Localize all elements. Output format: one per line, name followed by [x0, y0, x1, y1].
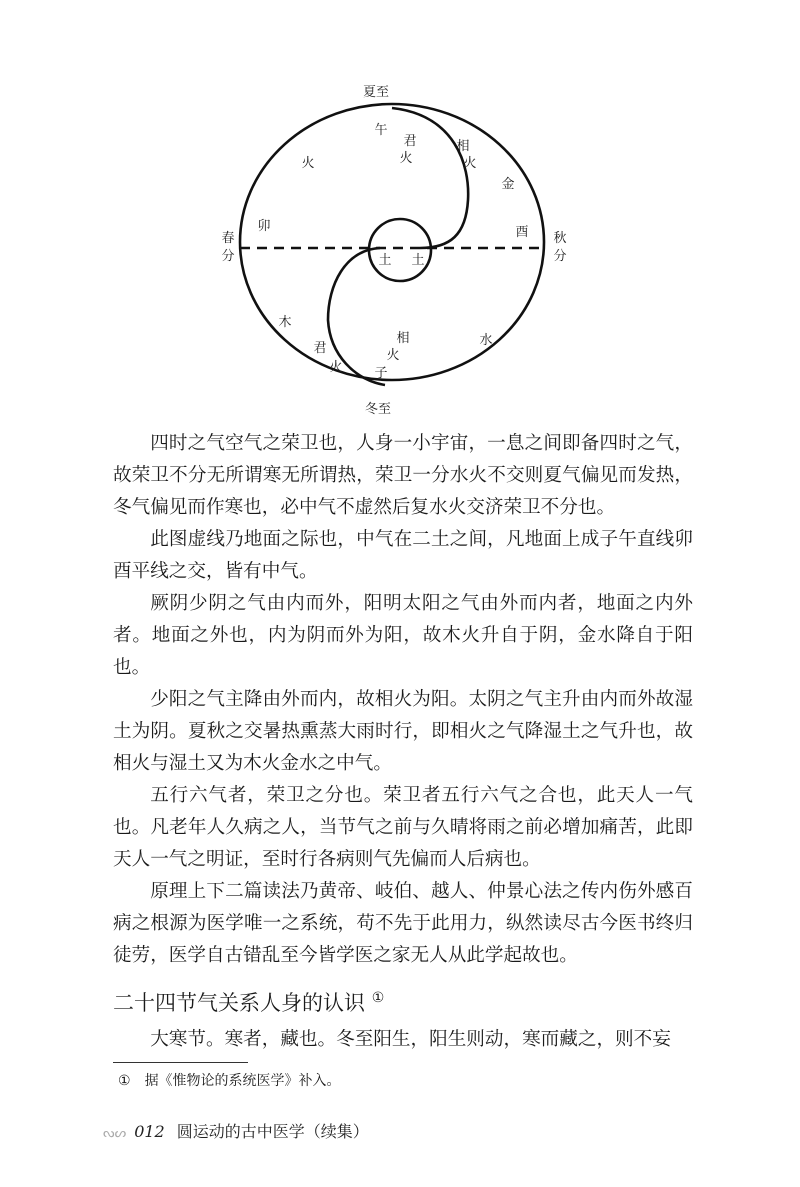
heading-title: 二十四节气关系人身的认识 — [113, 991, 365, 1015]
page-flow — [103, 428, 693, 1145]
footnote-mark: ① — [118, 1073, 131, 1089]
label-zi: 子 — [374, 366, 388, 381]
label-wood: 木 — [278, 315, 292, 330]
label-xianghuo-top-2: 火 — [463, 156, 477, 171]
paragraph: 原理上下二篇读法乃黄帝、岐伯、越人、仲景心法之传内伤外感百病之根源为医学唯一之系统，苟不先于此用力，纵然读尽古今医书终归徒劳，医学自古错乱至今皆学医之家无人从此学起故也。 — [113, 881, 693, 966]
label-earth-left: 土 — [378, 253, 392, 268]
label-junhuo-top-1: 君 — [403, 134, 417, 149]
label-junhuo-bottom-1: 君 — [313, 341, 327, 356]
circular-motion-diagram — [0, 0, 800, 425]
footnote-divider — [113, 1062, 248, 1063]
label-winter-solstice: 冬至 — [364, 402, 392, 417]
label-xianghuo-top-1: 相 — [456, 139, 470, 154]
label-earth-right: 土 — [411, 253, 425, 268]
paragraph: 五行六气者，荣卫之分也。荣卫者五行六气之合也，此天人一气也。凡老年人久病之人，当节气之前与久晴将雨之前必增加痛苦，此即天人一气之明证，至时行各病则气先偏而人后病也。 — [113, 785, 693, 870]
page-footer — [103, 1121, 693, 1145]
center-circle — [369, 219, 431, 281]
paragraph: 此图虚线乃地面之际也，中气在二土之间，凡地面上成子午直线卯酉平线之交，皆有中气。 — [113, 529, 693, 582]
label-mao: 卯 — [257, 219, 271, 234]
label-spring-equinox-1: 春 — [221, 231, 235, 246]
section-heading — [113, 984, 693, 1022]
label-spring-equinox-2: 分 — [221, 249, 235, 264]
label-autumn-equinox-1: 秋 — [553, 231, 567, 246]
label-fire: 火 — [301, 156, 315, 171]
upper-curve — [392, 108, 468, 248]
footnote — [118, 1071, 693, 1091]
label-xianghuo-bottom-1: 相 — [396, 331, 410, 346]
body-text — [113, 428, 693, 1056]
label-autumn-equinox-2: 分 — [553, 249, 567, 264]
label-junhuo-top-2: 火 — [399, 151, 413, 166]
label-wu: 午 — [374, 123, 388, 138]
label-metal: 金 — [501, 177, 515, 192]
paragraph: 厥阴少阴之气由内而外，阳明太阳之气由外而内者，地面之内外者。地面之外也，内为阴而外为阳，故木火升自于阴，金水降自于阳也。 — [113, 593, 693, 678]
ornament-icon: ᔓᔕ — [103, 1126, 127, 1141]
page-number: 012 — [134, 1122, 165, 1141]
paragraph: 少阳之气主降由外而内，故相火为阳。太阴之气主升由内而外故湿土为阴。夏秋之交暑热熏蒸大雨时行，即相火之气降湿土之气升也，故相火与湿土又为木火金水之中气。 — [113, 689, 693, 774]
footnote-text: 据《惟物论的系统医学》补入。 — [144, 1073, 341, 1089]
paragraph: 大寒节。寒者，藏也。冬至阳生，阳生则动，寒而藏之，则不妄 — [150, 1029, 671, 1050]
label-junhuo-bottom-2: 火 — [329, 360, 343, 375]
label-xianghuo-bottom-2: 火 — [386, 348, 400, 363]
label-summer-solstice: 夏至 — [362, 85, 390, 100]
label-you: 酉 — [515, 225, 529, 240]
footnote-ref[interactable]: ① — [371, 990, 385, 1006]
book-title: 圆运动的古中医学（续集） — [176, 1122, 369, 1141]
outer-circle — [240, 104, 544, 380]
paragraph: 四时之气空气之荣卫也，人身一小宇宙，一息之间即备四时之气，故荣卫不分无所谓寒无所谓热，荣卫一分水火不交则夏气偏见而发热，冬气偏见而作寒也，必中气不虚然后复水火交济荣卫不分也。 — [113, 433, 693, 518]
label-water: 水 — [479, 333, 493, 348]
